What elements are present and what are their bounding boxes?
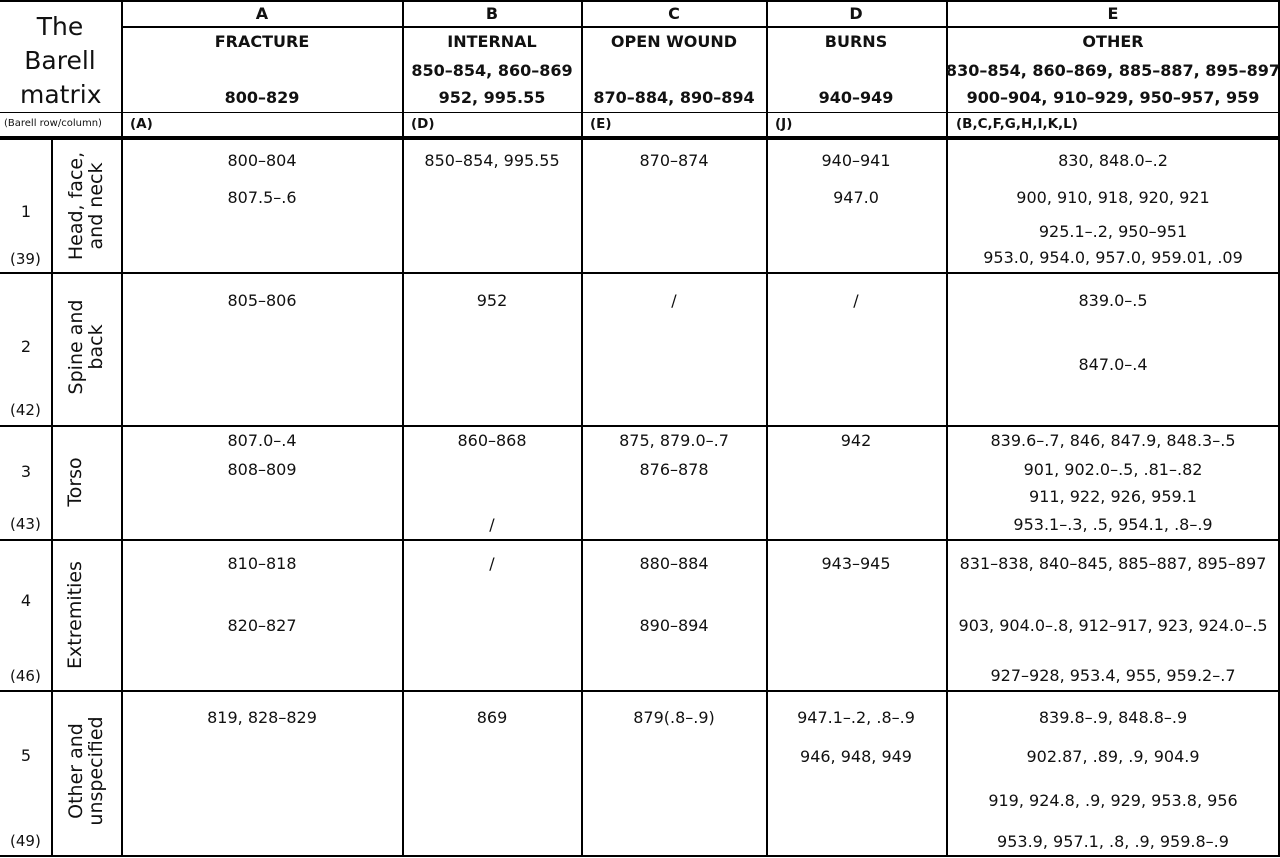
column-b-range-line-3: 952, 995.55 [438,88,546,107]
table-cell: 850–854, 995.55 [424,151,560,170]
table-cell: 870–874 [639,151,709,170]
column-d-name: BURNS [824,32,888,51]
table-cell: 900, 910, 918, 920, 921 [1016,188,1210,207]
column-d-letter: D [849,4,863,23]
table-cell: 819, 828–829 [207,708,317,727]
table-cell: 830, 848.0–.2 [1058,151,1168,170]
column-a-left-border [121,0,123,857]
table-cell: 927–928, 953.4, 955, 959.2–.7 [990,666,1236,685]
table-cell: 808–809 [227,460,297,479]
codes-row-divider [0,112,1280,113]
table-cell: / [853,291,859,310]
column-c-left-border [581,0,583,857]
legend-label: (Barell row/column) [4,118,102,129]
table-cell: 807.5–.6 [227,188,297,207]
table-cell: 940–941 [821,151,891,170]
table-cell: 903, 904.0–.8, 912–917, 923, 924.0–.5 [958,616,1268,635]
row-1-label [67,152,107,260]
column-e-range-line-2: 830–854, 860–869, 885–887, 895–897 [945,61,1280,80]
row-2-bottom-border [0,425,1280,427]
table-cell: 860–868 [457,431,527,450]
table-cell: 947.0 [833,188,879,207]
matrix-title [20,10,100,112]
row-4-bottom-border [0,690,1280,692]
table-cell: 876–878 [639,460,709,479]
row-4-count: (46) [10,667,41,685]
title-line-3: matrix [20,80,102,109]
column-a-range: 800–829 [224,88,300,107]
row-3-number: 3 [20,462,32,481]
title-line-2: Barell [24,46,96,75]
column-c-letter: C [668,4,680,23]
row-4-label [66,561,86,669]
column-e-code: (B,C,F,G,H,I,K,L) [956,116,1078,132]
column-b-code: (D) [411,116,435,132]
bottom-border [0,855,1280,857]
table-cell: 805–806 [227,291,297,310]
table-cell: 946, 948, 949 [800,747,912,766]
row-5-label [67,716,107,825]
table-cell: 875, 879.0–.7 [619,431,729,450]
table-cell: 879(.8–.9) [633,708,715,727]
row-2-count: (42) [10,401,41,419]
row-2-label-line-2: back [85,324,107,370]
row-2-number: 2 [20,337,32,356]
table-cell: 942 [840,431,872,450]
table-cell: 839.0–.5 [1078,291,1148,310]
table-cell: 869 [476,708,508,727]
column-e-name: OTHER [1082,32,1144,51]
row-3-label [66,457,86,506]
table-cell: 839.6–.7, 846, 847.9, 848.3–.5 [990,431,1236,450]
column-c-code: (E) [590,116,612,132]
table-cell: 902.87, .89, .9, 904.9 [1026,747,1200,766]
column-d-code: (J) [775,116,793,132]
row-1-count: (39) [10,250,41,268]
row-3-label-line-1: Torso [64,457,87,507]
row-1-number: 1 [20,202,32,221]
column-b-letter: B [485,4,499,23]
table-cell: 831–838, 840–845, 885–887, 895–897 [959,554,1267,573]
title-line-1: The [36,12,84,41]
table-cell: 820–827 [227,616,297,635]
table-cell: 890–894 [639,616,709,635]
column-e-range-line-3: 900–904, 910–929, 950–957, 959 [966,88,1260,107]
table-cell: 847.0–.4 [1078,355,1148,374]
column-a-code: (A) [130,116,153,132]
row-5-number: 5 [20,746,32,765]
column-e-left-border [946,0,948,857]
column-a-letter: A [255,4,269,23]
row-4-label-line-1: Extremities [64,561,87,669]
table-cell: 919, 924.8, .9, 929, 953.8, 956 [988,791,1238,810]
table-cell: 800–804 [227,151,297,170]
row-3-count: (43) [10,515,41,533]
column-c-name: OPEN WOUND [610,32,738,51]
row-label-divider [51,139,53,857]
row-3-bottom-border [0,539,1280,541]
column-d-range: 940–949 [818,88,894,107]
table-cell: 943–945 [821,554,891,573]
row-5-label-line-2: unspecified [85,716,107,826]
column-e-letter: E [1107,4,1119,23]
column-b-range-line-2: 850–854, 860–869 [411,61,573,80]
table-cell: 807.0–.4 [227,431,297,450]
row-2-label [67,300,107,395]
column-c-range: 870–884, 890–894 [593,88,755,107]
table-cell: 953.0, 954.0, 957.0, 959.01, .09 [983,248,1243,267]
row-1-label-line-2: and neck [85,162,107,250]
table-cell: 953.1–.3, .5, 954.1, .8–.9 [1013,515,1213,534]
table-cell: 911, 922, 926, 959.1 [1029,487,1197,506]
table-cell: / [489,554,495,573]
row-1-bottom-border [0,272,1280,274]
row-4-number: 4 [20,591,32,610]
table-cell: 953.9, 957.1, .8, .9, 959.8–.9 [997,832,1229,851]
table-cell: 839.8–.9, 848.8–.9 [1038,708,1188,727]
table-cell: / [671,291,677,310]
table-cell: 901, 902.0–.5, .81–.82 [1023,460,1203,479]
table-cell: 810–818 [227,554,297,573]
table-cell: / [489,515,495,534]
column-b-name: INTERNAL [447,32,537,51]
column-b-left-border [402,0,404,857]
header-bottom-border [0,136,1280,140]
table-cell: 952 [476,291,508,310]
row-2-label-line-1: Spine and [65,299,88,395]
table-cell: 947.1–.2, .8–.9 [797,708,915,727]
table-cell: 880–884 [639,554,709,573]
table-cell: 925.1–.2, 950–951 [1038,222,1188,241]
column-a-name: FRACTURE [214,32,310,51]
letter-row-divider [122,26,1280,28]
row-1-label-line-1: Head, face, [65,151,88,261]
top-border [0,0,1280,2]
row-5-count: (49) [10,832,41,850]
column-d-left-border [766,0,768,857]
row-5-label-line-1: Other and [65,723,88,819]
